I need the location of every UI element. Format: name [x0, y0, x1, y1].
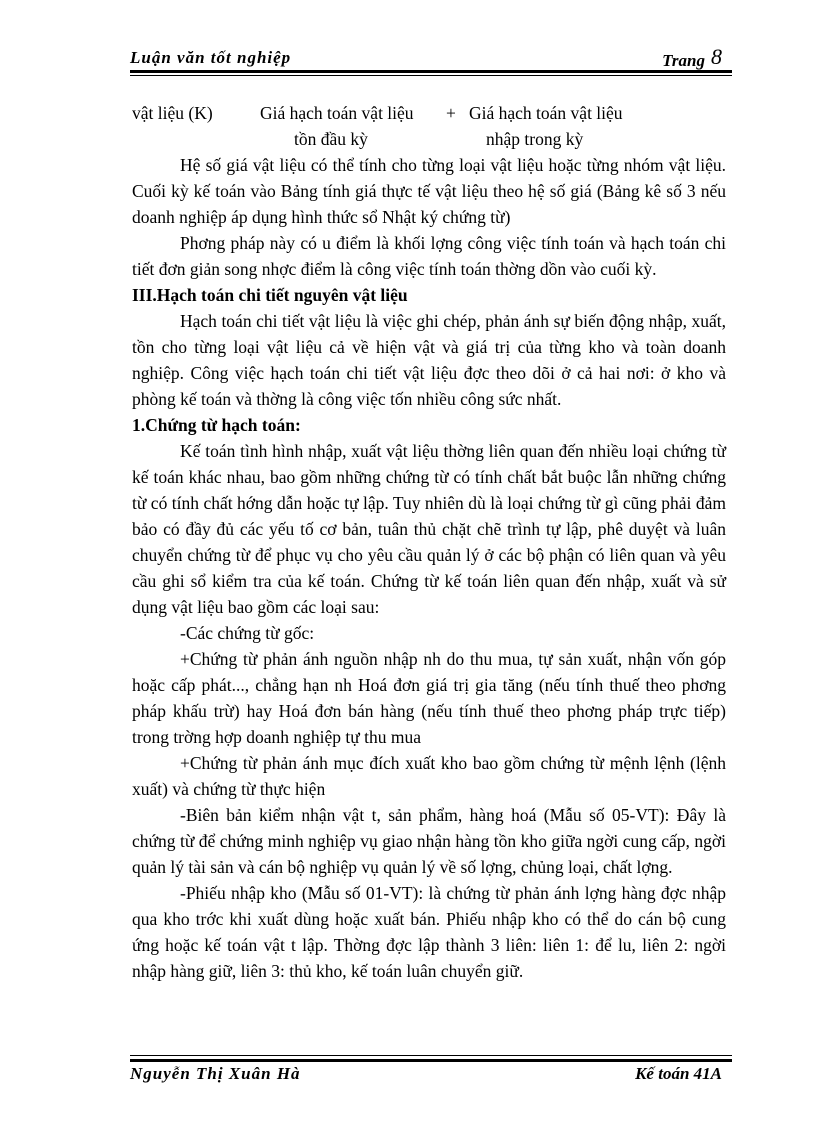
formula-block	[132, 100, 726, 152]
page-header	[130, 40, 730, 70]
formula-term2: Giá hạch toán vật liệu	[469, 103, 623, 123]
page-content	[132, 100, 726, 984]
paragraph: Hệ số giá vật liệu có thể tính cho từng loại vật liệu hoặc từng nhóm vật liệu. Cuối kỳ kế toán vào Bảng tính giá thực tế vật liệu theo hệ số giá (Bảng kê số 3 nếu doanh nghiệp áp dụng hình thức sổ Nhật ký chứng từ)	[132, 155, 726, 227]
paragraph: +Chứng từ phản ánh mục đích xuất kho bao gồm chứng từ mệnh lệnh (lệnh xuất) và chứng từ thực hiện	[132, 753, 726, 799]
paragraph: Kế toán tình hình nhập, xuất vật liệu thờng liên quan đến nhiều loại chứng từ kế toán khác nhau, bao gồm những chứng từ có tính chất bắt buộc lẫn những chứng từ có tính chất hớng dẫn hoặc tự lập. Tuy nhiên dù là loại chứng từ gì cũng phải đảm bảo có đầy đủ các yếu tố cơ bản, tuân thủ chặt chẽ trình tự lập, phê duyệt và luân chuyển chứng từ để phục vụ cho yêu cầu quản lý ở các bộ phận có liên quan và yêu cầu ghi sổ kiểm tra của kế toán. Chứng từ kế toán liên quan đến nhập, xuất và sử dụng vật liệu bao gồm các loại sau:	[132, 441, 726, 617]
footer-rule-thick	[130, 1059, 732, 1062]
section-heading: III.Hạch toán chi tiết nguyên vật liệu	[132, 285, 408, 305]
formula-sub1: tồn đầu kỳ	[294, 129, 368, 149]
paragraph: Hạch toán chi tiết vật liệu là việc ghi chép, phản ánh sự biến động nhập, xuất, tồn cho từng loại vật liệu cả về hiện vật và giá trị của từng kho và toàn doanh nghiệp. Công việc hạch toán chi tiết vật liệu đợc theo dõi ở cả hai nơi: ở kho và phòng kế toán và thờng là công việc tốn nhiều công sức nhất.	[132, 311, 726, 409]
footer-author: Nguyễn Thị Xuân Hà	[130, 1064, 301, 1083]
formula-sub2: nhập trong kỳ	[486, 129, 584, 149]
paragraph: -Các chứng từ gốc:	[180, 623, 315, 643]
header-page-label	[662, 44, 722, 71]
formula-plus: +	[446, 103, 456, 123]
formula-term1: Giá hạch toán vật liệu	[260, 103, 414, 123]
header-rule-thick	[130, 70, 732, 73]
header-trang: Trang	[662, 51, 705, 70]
page-number: 8	[711, 44, 722, 69]
subsection-heading: 1.Chứng từ hạch toán:	[132, 415, 301, 435]
paragraph: -Phiếu nhập kho (Mẫu số 01-VT): là chứng từ phản ánh lợng hàng đợc nhập qua kho trớc khi xuất dùng hoặc xuất bán. Phiếu nhập kho có thể do cán bộ cung ứng hoặc kế toán vật t lập. Thờng đợc lập thành 3 liên: liên 1: để lu, liên 2: ngời nhập hàng giữ, liên 3: thủ kho, kế toán luân chuyển giữ.	[132, 883, 726, 981]
paragraph: +Chứng từ phản ánh nguồn nhập nh do thu mua, tự sản xuất, nhận vốn góp hoặc cấp phát..., chẳng hạn nh Hoá đơn giá trị gia tăng (nếu tính thuế theo phơng pháp khấu trừ) hay Hoá đơn bán hàng (nếu tính thuế theo phơng pháp trực tiếp) trong trờng hợp doanh nghiệp tự thu mua	[132, 649, 726, 747]
page-footer	[130, 1064, 730, 1094]
paragraph: -Biên bản kiểm nhận vật t, sản phẩm, hàng hoá (Mẫu số 05-VT): Đây là chứng từ để chứng minh nghiệp vụ giao nhận hàng tồn kho giữa ngời cung cấp, ngời quản lý tài sản và cán bộ nghiệp vụ quản lý về số lợng, chủng loại, chất lợng.	[132, 805, 726, 877]
header-title: Luận văn tốt nghiệp	[130, 48, 292, 67]
header-rule-thin	[130, 75, 732, 76]
formula-lhs: vật liệu (K)	[132, 103, 213, 123]
footer-rule-thin	[130, 1055, 732, 1056]
paragraph: Phơng pháp này có u điểm là khối lợng công việc tính toán và hạch toán chi tiết đơn giản song nhợc điểm là công việc tính toán thờng dồn vào cuối kỳ.	[132, 233, 726, 279]
footer-class: Kế toán 41A	[635, 1064, 722, 1083]
